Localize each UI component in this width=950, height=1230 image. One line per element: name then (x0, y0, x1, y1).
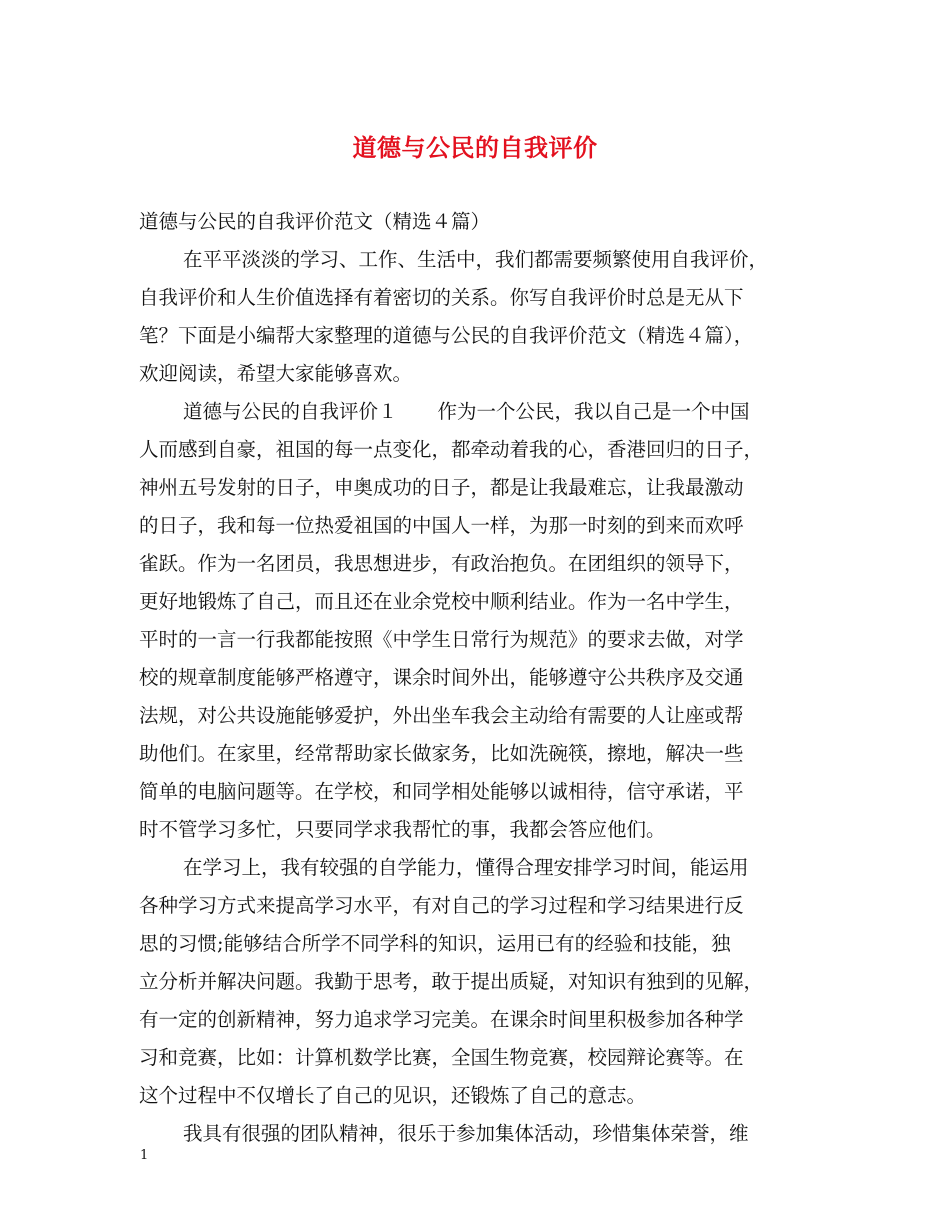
section-heading-line (139, 393, 817, 431)
paragraph-two-line-7: 这个过程中不仅增长了自己的见识，还锻炼了自己的意志。 (139, 1084, 647, 1107)
intro-line-1: 在平平淡淡的学习、工作、生活中，我们都需要频繁使用自我评价， (183, 248, 769, 271)
page-number: 1 (140, 1148, 149, 1163)
paragraph-one-line-4: 雀跃。作为一名团员，我思想进步，有政治抱负。在团组织的领导下， (139, 552, 744, 575)
paragraph-one-line-8: 法规，对公共设施能够爱护，外出坐车我会主动给有需要的人让座或帮 (139, 704, 744, 727)
intro-line-3: 笔？下面是小编帮大家整理的道德与公民的自我评价范文（精选４篇）， (139, 324, 754, 347)
paragraph-three-line-1: 我具有很强的团队精神，很乐于参加集体活动，珍惜集体荣誉，维 (183, 1122, 749, 1145)
paragraph-one-line-7: 校的规章制度能够严格遵守，课余时间外出，能够遵守公共秩序及交通 (139, 666, 744, 689)
section-heading: 道德与公民的自我评价１ (183, 400, 398, 423)
paragraph-one-line-9: 助他们。在家里，经常帮助家长做家务，比如洗碗筷，擦地，解决一些 (139, 742, 744, 765)
paragraph-one-line-1: 人而感到自豪，祖国的每一点变化，都牵动着我的心，香港回归的日子， (139, 438, 764, 461)
intro-line-4: 欢迎阅读，希望大家能够喜欢。 (139, 362, 413, 385)
section-first-line: 作为一个公民，我以自己是一个中国 (437, 400, 750, 423)
paragraph-one-line-5: 更好地锻炼了自己，而且还在业余党校中顺利结业。作为一名中学生， (139, 590, 744, 613)
paragraph-two-line-3: 思的习惯;能够结合所学不同学科的知识，运用已有的经验和技能，独 (139, 932, 731, 955)
paragraph-two-line-4: 立分析并解决问题。我勤于思考，敢于提出质疑，对知识有独到的见解， (139, 970, 764, 993)
paragraph-two-line-6: 习和竞赛，比如：计算机数学比赛，全国生物竞赛，校园辩论赛等。在 (139, 1046, 744, 1069)
paragraph-one-line-10: 简单的电脑问题等。在学校，和同学相处能够以诚相待，信守承诺，平 (139, 780, 744, 803)
intro-line-2: 自我评价和人生价值选择有着密切的关系。你写自我评价时总是无从下 (139, 286, 744, 309)
paragraph-two-line-1: 在学习上，我有较强的自学能力，懂得合理安排学习时间，能运用 (183, 856, 749, 879)
paragraph-one-line-11: 时不管学习多忙，只要同学求我帮忙的事，我都会答应他们。 (139, 818, 666, 841)
paragraph-two-line-5: 有一定的创新精神，努力追求学习完美。在课余时间里积极参加各种学 (139, 1008, 744, 1031)
paragraph-one-line-3: 的日子，我和每一位热爱祖国的中国人一样，为那一时刻的到来而欢呼 (139, 514, 744, 537)
document-body (139, 203, 817, 1153)
document-title: 道德与公民的自我评价 (352, 133, 598, 162)
subtitle-line: 道德与公民的自我评价范文（精选４篇） (139, 210, 491, 233)
paragraph-two-line-2: 各种学习方式来提高学习水平，有对自己的学习过程和学习结果进行反 (139, 894, 744, 917)
paragraph-one-line-6: 平时的一言一行我都能按照《中学生日常行为规范》的要求去做，对学 (139, 628, 744, 651)
paragraph-one-line-2: 神州五号发射的日子，申奥成功的日子，都是让我最难忘，让我最激动 (139, 476, 744, 499)
